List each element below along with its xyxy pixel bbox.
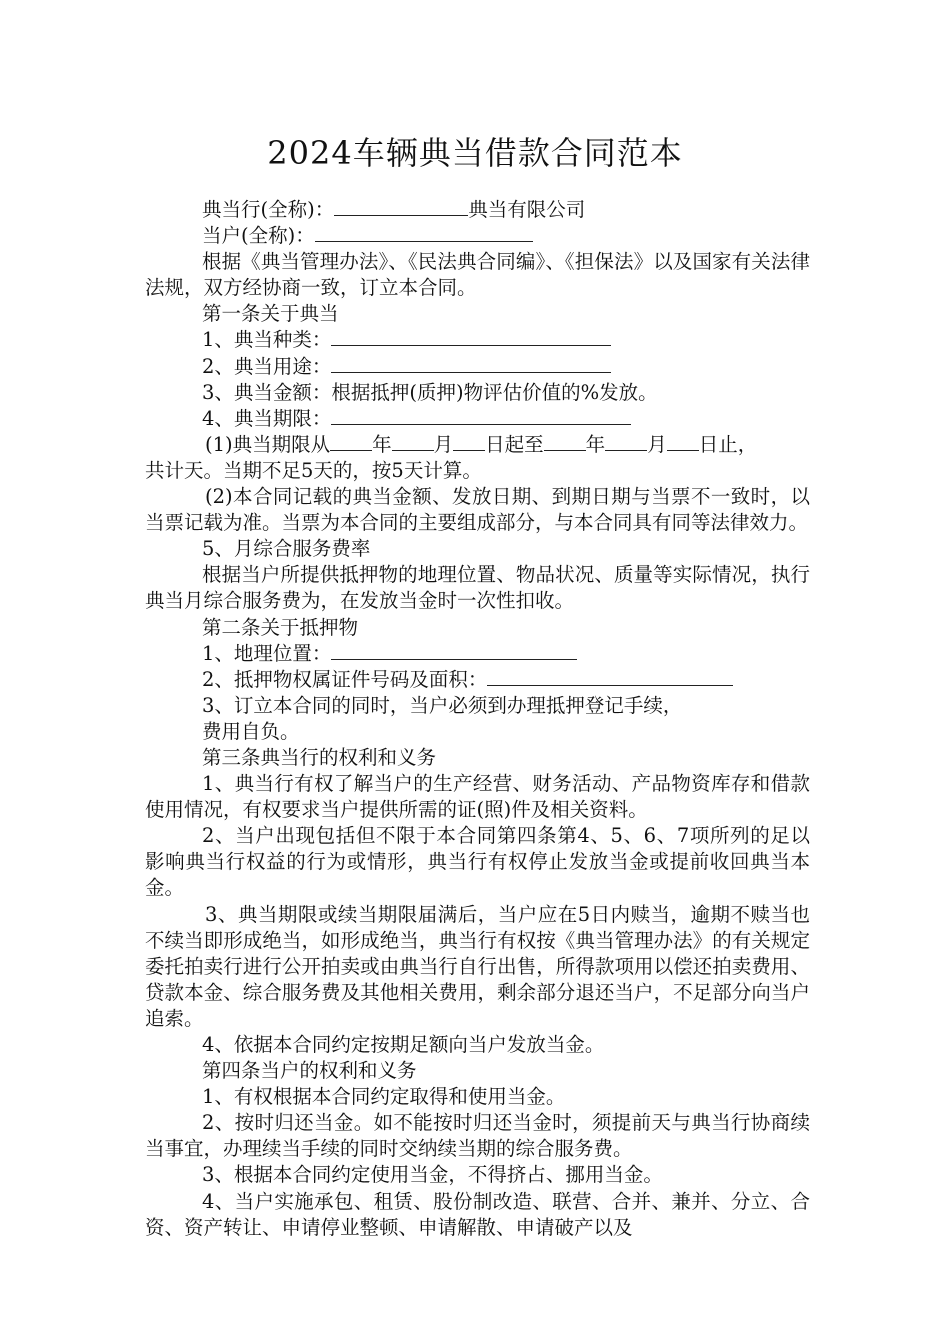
pawn-use-line	[145, 354, 810, 380]
document-body	[145, 197, 810, 1241]
article1-heading: 第一条关于典当	[202, 302, 339, 326]
location-blank	[331, 641, 577, 660]
term-period-line	[145, 432, 810, 458]
article3-heading: 第三条典当行的权利和义务	[202, 745, 437, 769]
pawnshop-label: 典当行(全称)：	[202, 198, 335, 221]
location-line	[145, 641, 810, 667]
day-to-label: 日止，	[698, 432, 758, 456]
pawn-term-line	[145, 406, 810, 432]
pawn-type-label: 1、典当种类：	[202, 328, 332, 352]
term-note: (2)本合同记载的典当金额、发放日期、到期日期与当票不一致时，以当票记载为准。当票为本合同的主要组成部分，与本合同具有同等法律效力。	[145, 485, 810, 535]
to-month-blank	[605, 432, 647, 451]
pawn-term-blank	[331, 406, 631, 425]
location-label: 1、地理位置：	[202, 641, 332, 665]
term-period-cont: 共计天。当期不足5天的，按5天计算。	[145, 458, 482, 482]
year-label: 年	[372, 432, 392, 456]
day-from-label: 日起至	[485, 432, 544, 456]
pawn-type-line	[145, 327, 810, 353]
pawner-label: 当户(全称)：	[202, 224, 315, 248]
article3-item: 2、当户出现包括但不限于本合同第四条第4、5、6、7项所列的足以影响典当行权益的行为或情形，典当行有权停止发放当金或提前收回典当本金。	[145, 824, 810, 900]
from-year-blank	[330, 432, 372, 451]
register-line: 3、订立本合同的同时，当户必须到办理抵押登记手续，	[202, 693, 683, 717]
article4-heading: 第四条当户的权利和义务	[202, 1059, 417, 1083]
to-year-blank	[544, 432, 586, 451]
article2-heading: 第二条关于抵押物	[202, 615, 359, 639]
article4-item: 1、有权根据本合同约定取得和使用当金。	[202, 1085, 566, 1109]
pawn-use-label: 2、典当用途：	[202, 354, 332, 378]
register-cont: 费用自负。	[202, 719, 300, 743]
pawnshop-suffix: 典当有限公司	[468, 198, 586, 221]
pawn-term-label: 4、典当期限：	[202, 406, 332, 430]
from-month-blank	[392, 432, 434, 451]
pawner-name-line	[145, 223, 810, 249]
article4-item: 2、按时归还当金。如不能按时归还当金时，须提前天与典当行协商续当事宜，办理续当手续的同时交纳续当期的综合服务费。	[145, 1111, 810, 1161]
pawner-name-blank	[315, 223, 533, 242]
cert-blank	[487, 667, 733, 686]
cert-line	[145, 667, 810, 693]
cert-label: 2、抵押物权属证件号码及面积：	[202, 667, 488, 691]
pawn-use-blank	[331, 354, 611, 373]
pawnshop-name-line	[145, 197, 810, 223]
preamble: 根据《典当管理办法》、《民法典合同编》、《担保法》以及国家有关法律法规，双方经协商一致，订立本合同。	[145, 250, 810, 300]
fee-text: 根据当户所提供抵押物的地理位置、物品状况、质量等实际情况，执行典当月综合服务费为，在发放当金时一次性扣收。	[145, 563, 810, 613]
article3-item: 3、典当期限或续当期限届满后，当户应在5日内赎当，逾期不赎当也不续当即形成绝当，如形成绝当，典当行有权按《典当管理办法》的有关规定委托拍卖行进行公开拍卖或由典当行自行出售，所得款项用以偿还拍卖费用、贷款本金、综合服务费及其他相关费用，剩余部分退还当户，不足部分向当户追索。	[145, 902, 810, 1030]
term-from-label: (1)典当期限从	[205, 432, 331, 456]
month-label: 月	[433, 432, 454, 456]
month-label: 月	[647, 432, 667, 456]
year-label: 年	[585, 432, 606, 456]
article3-item: 1、典当行有权了解当户的生产经营、财务活动、产品物资库存和借款使用情况，有权要求当户提供所需的证(照)件及相关资料。	[145, 772, 810, 822]
fee-heading: 5、月综合服务费率	[202, 537, 371, 561]
pawn-amount-line: 3、典当金额：根据抵押(质押)物评估价值的%发放。	[202, 380, 658, 404]
document-title: 2024车辆典当借款合同范本	[267, 134, 683, 172]
from-day-blank	[453, 432, 485, 451]
article3-item: 4、依据本合同约定按期足额向当户发放当金。	[202, 1033, 605, 1056]
to-day-blank	[667, 432, 699, 451]
pawn-type-blank	[331, 327, 611, 346]
pawnshop-name-blank	[334, 197, 468, 216]
article4-item: 3、根据本合同约定使用当金，不得挤占、挪用当金。	[202, 1163, 663, 1187]
article4-item: 4、当户实施承包、租赁、股份制改造、联营、合并、兼并、分立、合资、资产转让、申请停业整顿、申请解散、申请破产以及	[145, 1189, 810, 1239]
